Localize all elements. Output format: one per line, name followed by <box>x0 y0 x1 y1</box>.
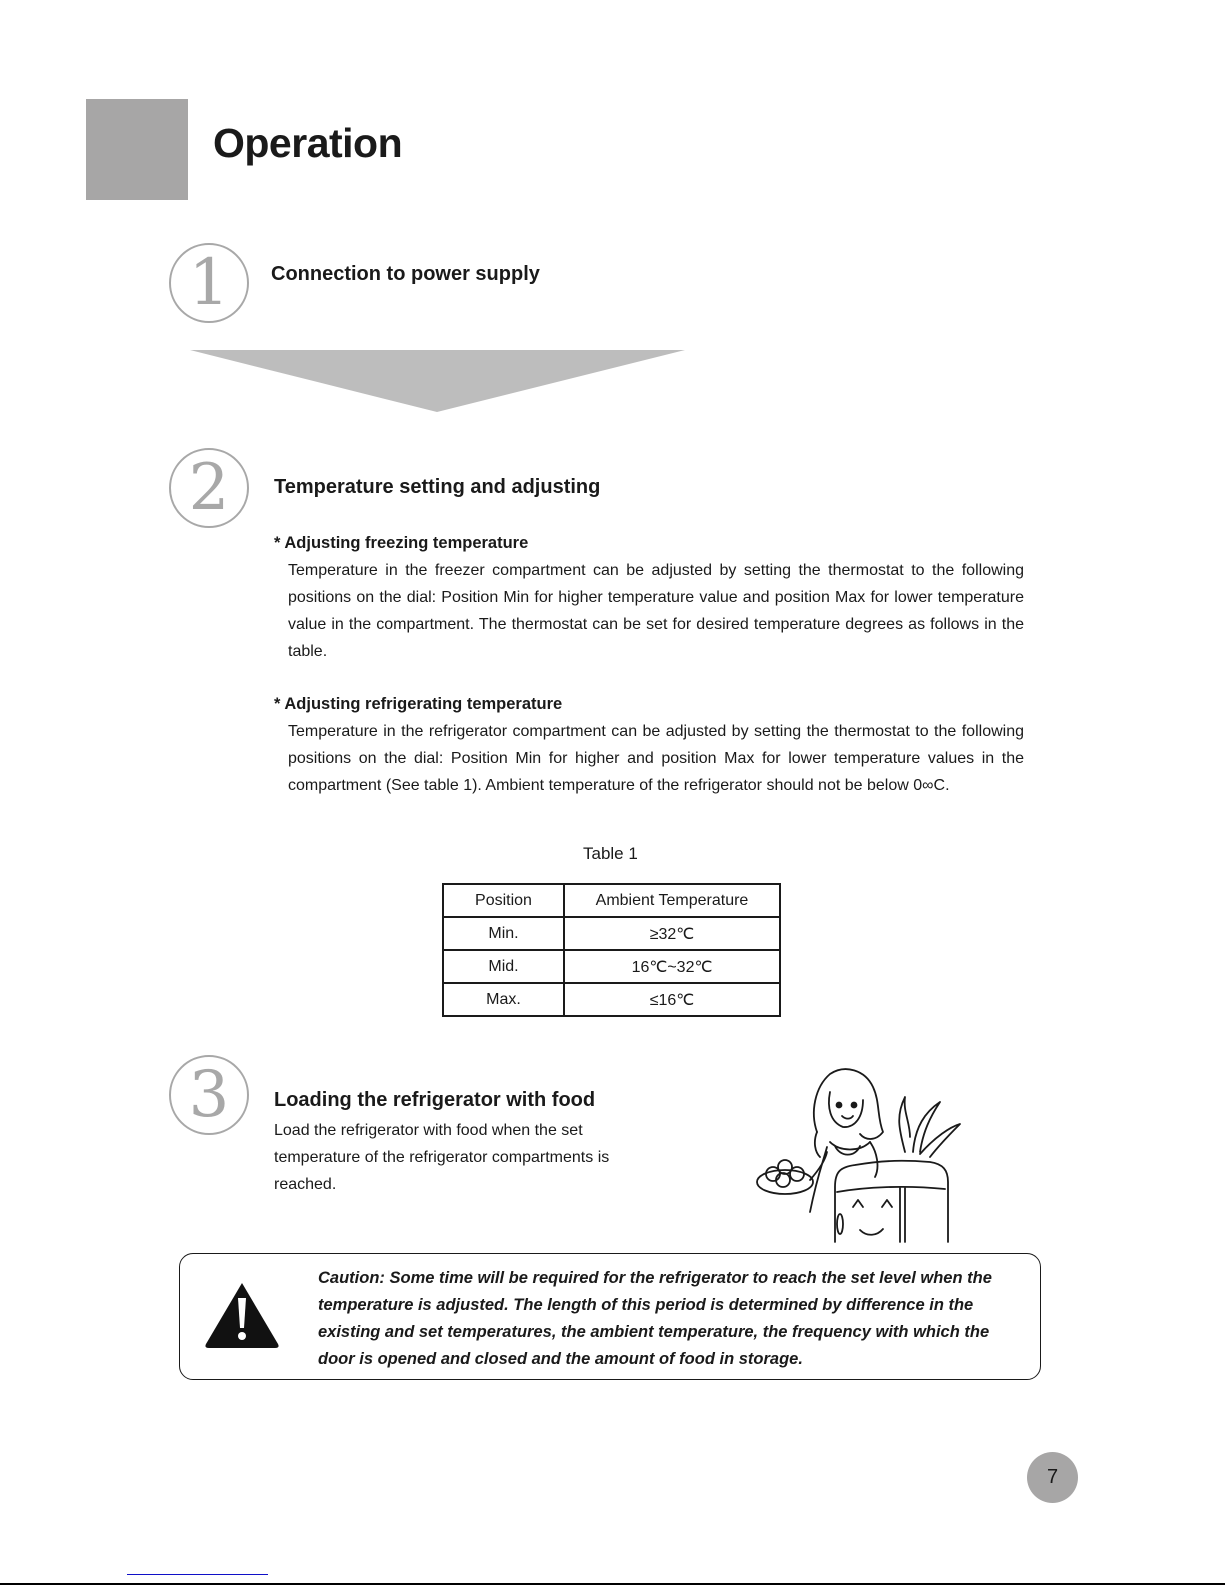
step-1-number-circle <box>169 243 249 323</box>
step-3-heading: Loading the refrigerator with food <box>274 1089 596 1111</box>
refrigerating-paragraph: Temperature in the refrigerator compartment can be adjusted by setting the thermostat to the following positions on the dial: Position Min for higher and position Max for lower temperature values in the compartment (See table 1). Ambient temperature of the refrigerator should not be below 0∞C. <box>288 723 1024 794</box>
freezing-paragraph: Temperature in the freezer compartment can be adjusted by setting the thermostat to the following positions on the dial: Position Min for higher temperature value and position Max for lower temperature value in the compartment. The thermostat can be set for desired temperature degrees as follows in the table. <box>288 562 1024 660</box>
temperature-cell: ≤16℃ <box>564 983 780 1016</box>
page-number-badge <box>1027 1452 1078 1503</box>
position-cell: Max. <box>443 983 564 1016</box>
table-row <box>443 950 780 983</box>
step-number: 3 <box>188 1058 230 1132</box>
down-arrow-icon <box>190 350 685 412</box>
temperature-cell: 16℃~32℃ <box>564 950 780 983</box>
page-title: Operation <box>213 120 403 166</box>
step-1-heading: Connection to power supply <box>271 263 540 285</box>
table-header-row <box>443 884 780 917</box>
table-caption: Table 1 <box>583 844 638 863</box>
refrigerating-subheading: * Adjusting refrigerating temperature <box>274 695 563 713</box>
section-marker-block <box>86 99 188 200</box>
step-2-number-circle <box>169 448 249 528</box>
loading-paragraph: Load the refrigerator with food when the set temperature of the refrigerator compartments is reached. <box>274 1122 610 1193</box>
temperature-cell: ≥32℃ <box>564 917 780 950</box>
warning-triangle-icon <box>203 1280 281 1350</box>
header-position: Position <box>443 884 564 917</box>
step-number: 1 <box>188 246 230 320</box>
header-ambient-temperature: Ambient Temperature <box>564 884 780 917</box>
position-cell: Min. <box>443 917 564 950</box>
caution-text: Caution: Some time will be required for the refrigerator to reach the set level when the temperature is adjusted. The length of this period is determined by difference in the existing and set temperatures, the ambient temperature, the frequency with which the door is opened and closed and the amount of food in storage. <box>318 1269 992 1368</box>
page-number: 7 <box>1046 1466 1059 1488</box>
step-3-number-circle <box>169 1055 249 1135</box>
position-cell: Mid. <box>443 950 564 983</box>
table-row <box>443 917 780 950</box>
freezing-subheading: * Adjusting freezing temperature <box>274 534 529 552</box>
temperature-table <box>442 883 781 1017</box>
step-2-heading: Temperature setting and adjusting <box>274 476 601 498</box>
woman-refrigerator-illustration <box>755 1062 965 1244</box>
link-underline <box>127 1574 268 1575</box>
step-number: 2 <box>188 451 230 525</box>
table-row <box>443 983 780 1016</box>
